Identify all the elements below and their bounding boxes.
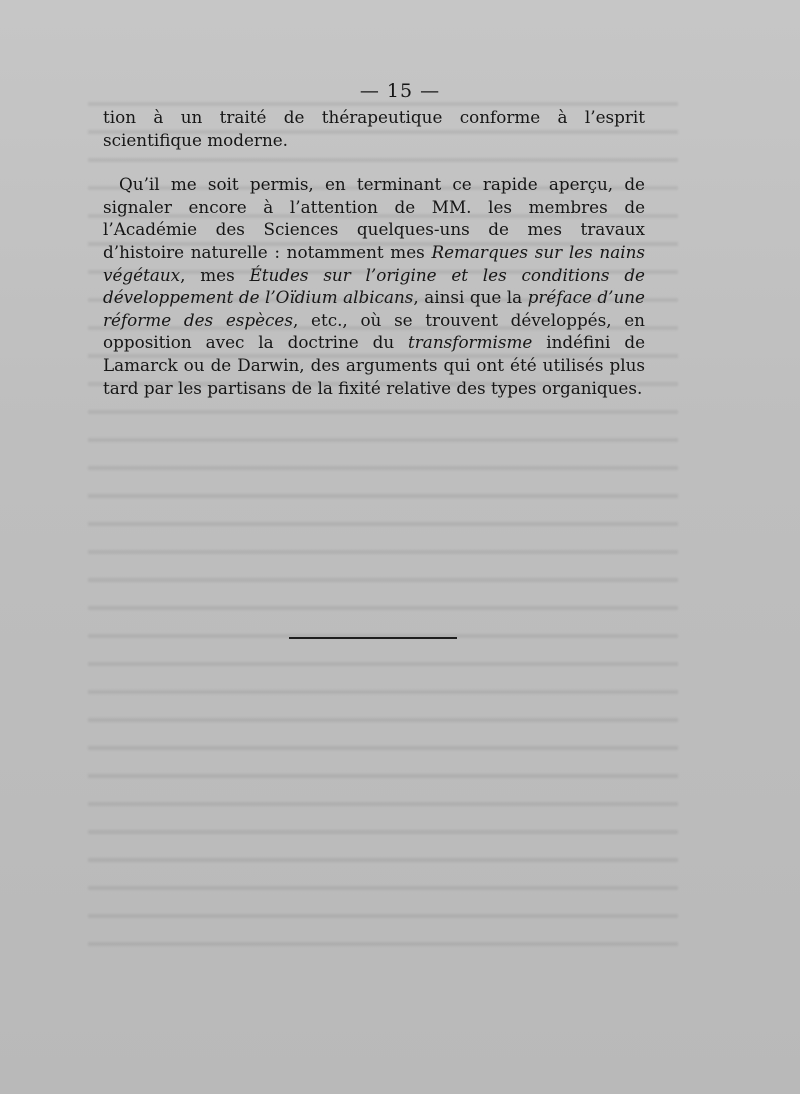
- paragraph-text: , etc., où se trouvent développés, en opposition avec la doctrine du: [103, 309, 645, 353]
- section-divider: [289, 637, 457, 639]
- paragraph-continuation: [103, 106, 645, 151]
- work-title-oidium-albicans: Études sur l’origine et les conditions de développement de l’Oïdium albicans: [103, 264, 645, 308]
- page-number: — 15 —: [359, 80, 441, 102]
- work-title-reforme-especes: préface d’une réforme des espèces: [103, 287, 645, 330]
- paragraph-closing-remarks: [103, 173, 645, 399]
- paragraph-text: indéfini de Lamarck ou de Darwin, des arguments qui ont été utilisés plus tard par les partisans de la fixité relative des types organiques.: [103, 332, 646, 398]
- paragraph-text: Qu’il me soit permis, en terminant ce rapide aperçu, de signaler encore à l’attention de MM. les membres de l’Académie des Sciences quelques-uns de mes travaux d’histoire naturelle : notamment mes: [103, 174, 645, 262]
- paragraph-text: , ainsi que la: [413, 287, 528, 308]
- paragraph-text: , mes: [180, 264, 250, 285]
- work-title-nains-vegetaux: Remarques sur les nains végétaux: [103, 241, 645, 285]
- body-text: [103, 106, 645, 399]
- paragraph-text: tion à un traité de thérapeutique conforme à l’esprit scientifique moderne.: [103, 107, 645, 150]
- term-transformisme: transformisme: [408, 332, 533, 353]
